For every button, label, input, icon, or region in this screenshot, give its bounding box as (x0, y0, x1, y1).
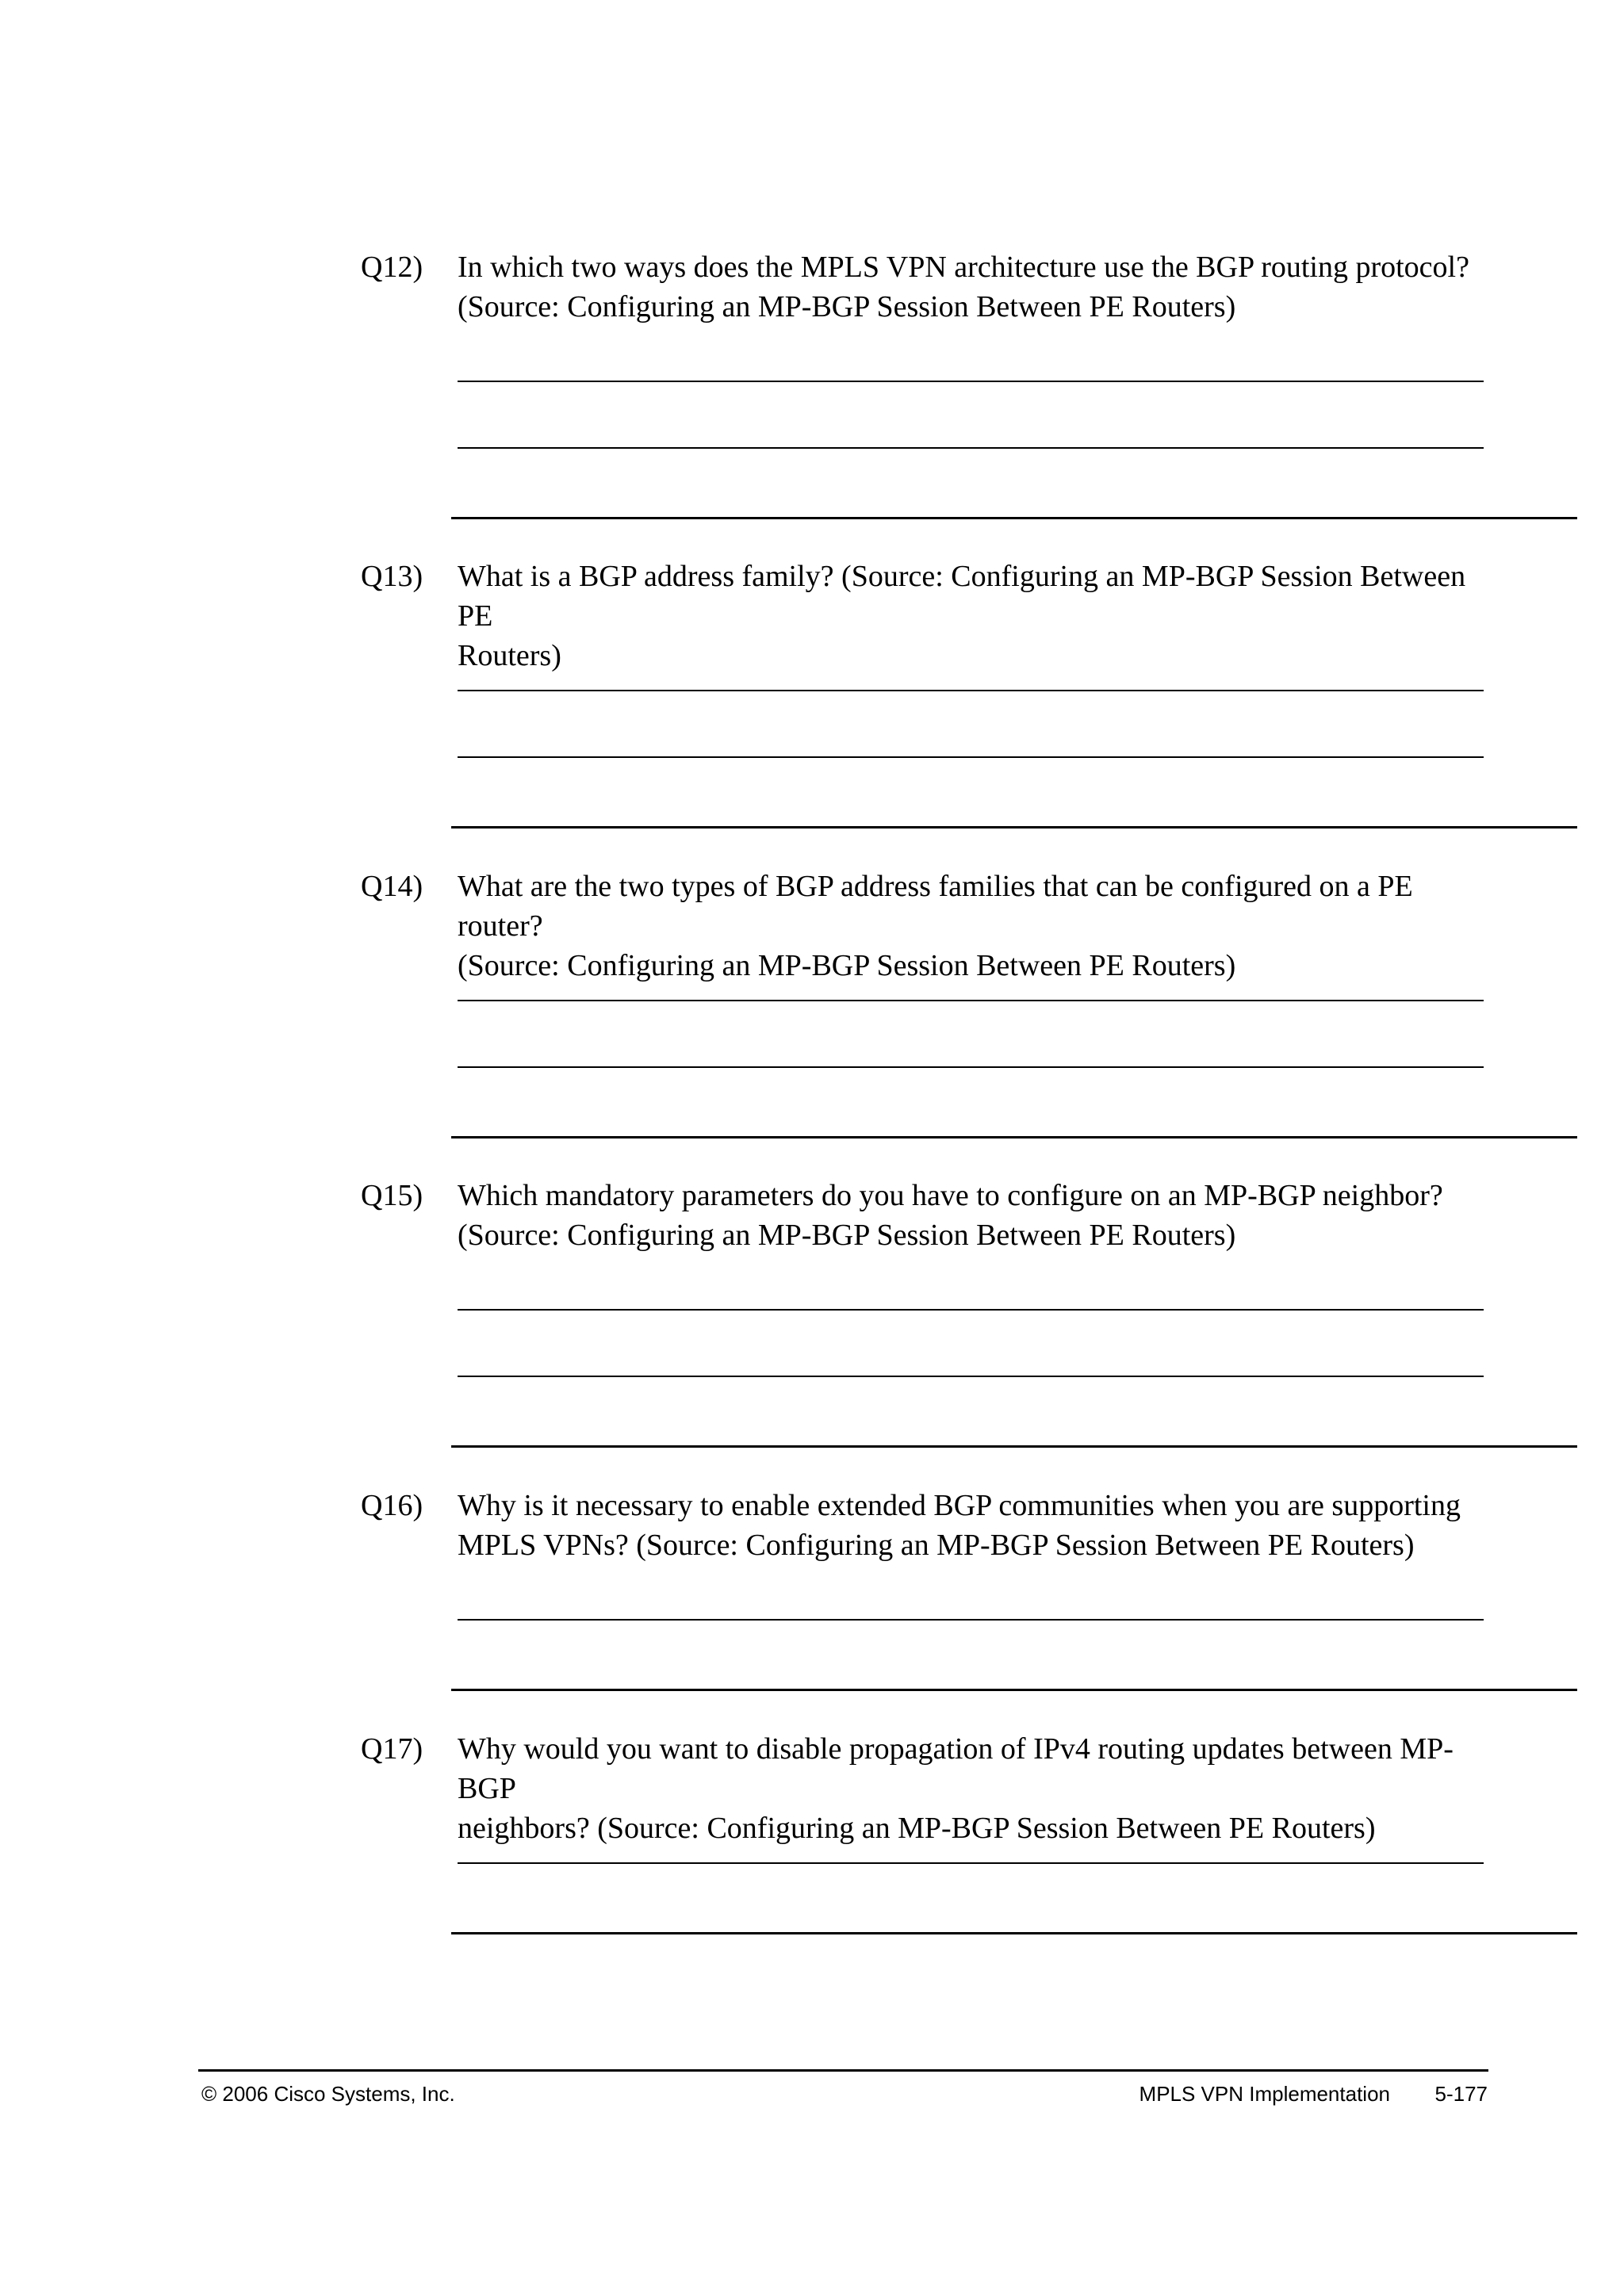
answer-line[interactable] (458, 1066, 1484, 1068)
question-text (458, 1486, 1504, 1565)
question-text-line: (Source: Configuring an MP-BGP Session Between PE Routers) (458, 290, 1236, 323)
answer-line[interactable] (451, 826, 1577, 828)
answer-line[interactable] (458, 1376, 1484, 1377)
answer-line[interactable] (451, 1932, 1577, 1934)
question-text-line: What are the two types of BGP address families that can be configured on a PE router? (458, 870, 1413, 943)
question-text (458, 557, 1504, 675)
question-text (458, 1729, 1504, 1848)
answer-line[interactable] (458, 447, 1484, 449)
question-text-line: neighbors? (Source: Configuring an MP-BGP Session Between PE Routers) (458, 1812, 1376, 1845)
question-text-line: In which two ways does the MPLS VPN architecture use the BGP routing protocol? (458, 251, 1469, 284)
question-text-line: Routers) (458, 639, 561, 672)
question-text (458, 867, 1504, 985)
answer-line[interactable] (458, 1309, 1484, 1311)
question-text-line: Why is it necessary to enable extended BGP communities when you are supporting (458, 1489, 1461, 1522)
answer-line[interactable] (458, 1862, 1484, 1864)
footer-document-title: MPLS VPN Implementation (1139, 2082, 1390, 2106)
answer-line[interactable] (451, 1136, 1577, 1138)
question-number: Q14) (361, 870, 423, 903)
answer-line[interactable] (458, 690, 1484, 691)
footer-divider (198, 2069, 1488, 2072)
answer-line[interactable] (451, 1689, 1577, 1691)
answer-line[interactable] (458, 1000, 1484, 1001)
answer-line[interactable] (458, 381, 1484, 382)
question-text (458, 247, 1504, 327)
question-number: Q16) (361, 1489, 423, 1522)
answer-line[interactable] (458, 756, 1484, 758)
footer-page-number: 5-177 (1434, 2082, 1488, 2106)
answer-line[interactable] (458, 1619, 1484, 1621)
question-text-line: (Source: Configuring an MP-BGP Session Between PE Routers) (458, 949, 1236, 982)
question-text-line: MPLS VPNs? (Source: Configuring an MP-BGP Session Between PE Routers) (458, 1529, 1415, 1562)
question-text-line: (Source: Configuring an MP-BGP Session Between PE Routers) (458, 1219, 1236, 1252)
answer-line[interactable] (451, 1445, 1577, 1448)
question-number: Q15) (361, 1179, 423, 1212)
question-number: Q13) (361, 560, 423, 593)
question-number: Q17) (361, 1732, 423, 1766)
question-text-line: What is a BGP address family? (Source: Configuring an MP-BGP Session Between PE (458, 560, 1466, 633)
question-number: Q12) (361, 251, 423, 284)
question-text-line: Why would you want to disable propagation of IPv4 routing updates between MP-BGP (458, 1732, 1454, 1805)
footer-copyright: © 2006 Cisco Systems, Inc. (201, 2082, 455, 2106)
question-text (458, 1176, 1504, 1255)
answer-line[interactable] (451, 517, 1577, 519)
question-text-line: Which mandatory parameters do you have to configure on an MP-BGP neighbor? (458, 1179, 1443, 1212)
